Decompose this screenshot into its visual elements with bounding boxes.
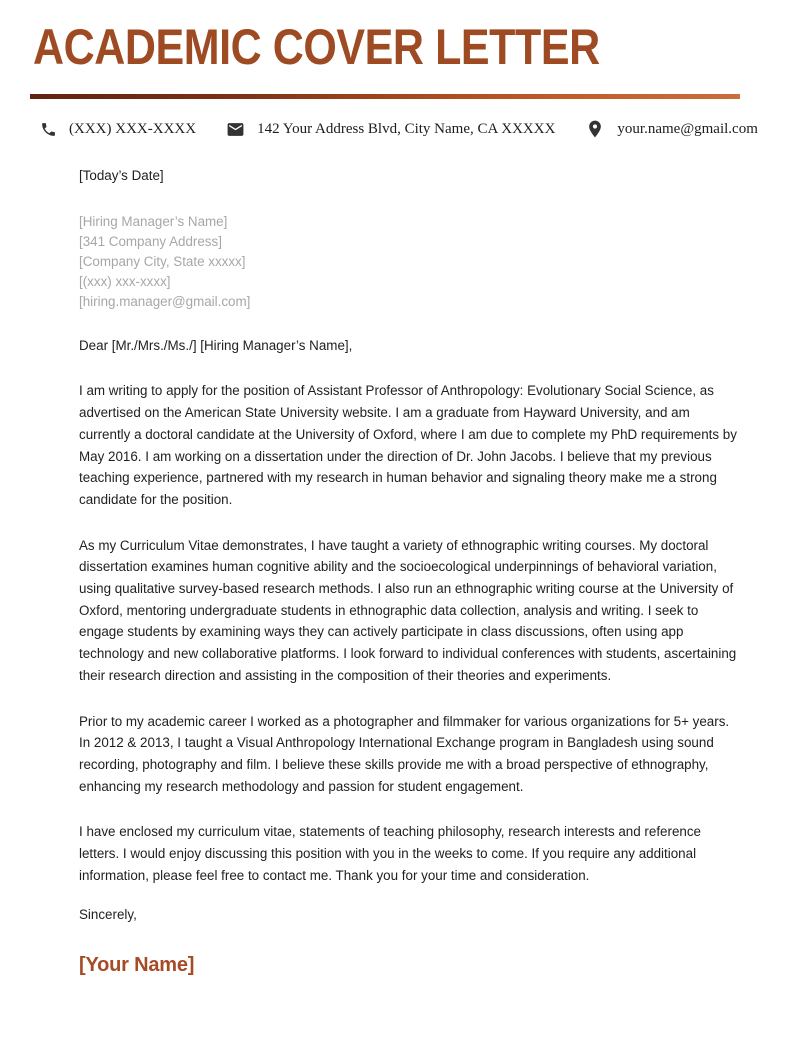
contact-phone-text: (XXX) XXX-XXXX xyxy=(69,120,197,137)
recipient-line-name: [Hiring Manager’s Name] xyxy=(79,213,228,229)
page-title: ACADEMIC COVER LETTER xyxy=(33,19,600,75)
letter-body xyxy=(79,165,739,977)
recipient-line-phone: [(xxx) xxx-xxxx] xyxy=(79,273,171,289)
closing-line: Sincerely, xyxy=(79,907,137,923)
cover-letter-page xyxy=(0,18,791,1042)
mail-icon xyxy=(226,120,245,139)
paragraph-prior-career: Prior to my academic career I worked as a photographer and filmmaker for various organizations for 5+ years. In 2012 & 2013, I taught a Visual Anthropology International Exchange program in Bangladesh using sound recording, photography and film. I believe these skills provide me with a broad perspective of ethnography, enhancing my research methodology and passion for student engagement. xyxy=(79,713,730,794)
date-line: [Today’s Date] xyxy=(79,168,164,183)
location-pin-icon xyxy=(585,119,605,139)
phone-icon xyxy=(40,121,57,138)
signature-name: [Your Name] xyxy=(79,954,195,977)
accent-divider-bar xyxy=(30,94,740,99)
recipient-line-address: [341 Company Address] xyxy=(79,233,222,249)
paragraph-intro: I am writing to apply for the position of Assistant Professor of Anthropology: Evolutionary Social Science, as advertised on the American State University website. I am a graduate from Hayward University, and am currently a doctoral candidate at the University of Oxford, where I am due to complete my PhD requirements by May 2016. I am working on a dissertation under the direction of Dr. John Jacobs. I believe that my previous teaching experience, partnered with my research in human behavior and signaling theory make me a strong candidate for the position. xyxy=(79,383,737,507)
header xyxy=(0,18,791,139)
contact-address-text: 142 Your Address Blvd, City Name, CA XXXXX xyxy=(257,120,556,137)
recipient-line-city: [Company City, State xxxxx] xyxy=(79,253,246,269)
contact-address xyxy=(226,120,555,139)
contact-email xyxy=(585,119,757,139)
contact-row xyxy=(40,119,791,139)
contact-email-text: your.name@gmail.com xyxy=(617,120,758,137)
salutation: Dear [Mr./Mrs./Ms./] [Hiring Manager’s Name], xyxy=(79,337,353,353)
contact-phone xyxy=(40,121,196,138)
recipient-line-email: [hiring.manager@gmail.com] xyxy=(79,293,251,309)
paragraph-teaching: As my Curriculum Vitae demonstrates, I have taught a variety of ethnographic writing courses. My doctoral dissertation examines human cognitive ability and the socioecological underpinnings of behavioral variation, using qualitative survey-based research methods. I also run an ethnographic writing course at the University of Oxford, mentoring undergraduate students in ethnographic data collection, analysis and writing. I seek to engage students by examining ways they can actively participate in class discussions, often using app technology and new collaborative platforms. I look forward to individual conferences with students, ascertaining their research direction and assisting in the composition of their theories and experiments. xyxy=(79,537,737,683)
paragraph-enclosures: I have enclosed my curriculum vitae, statements of teaching philosophy, research interests and reference letters. I would enjoy discussing this position with you in the weeks to come. If you require any additional information, please feel free to contact me. Thank you for your time and consideration. xyxy=(79,824,701,883)
recipient-block xyxy=(79,212,739,312)
